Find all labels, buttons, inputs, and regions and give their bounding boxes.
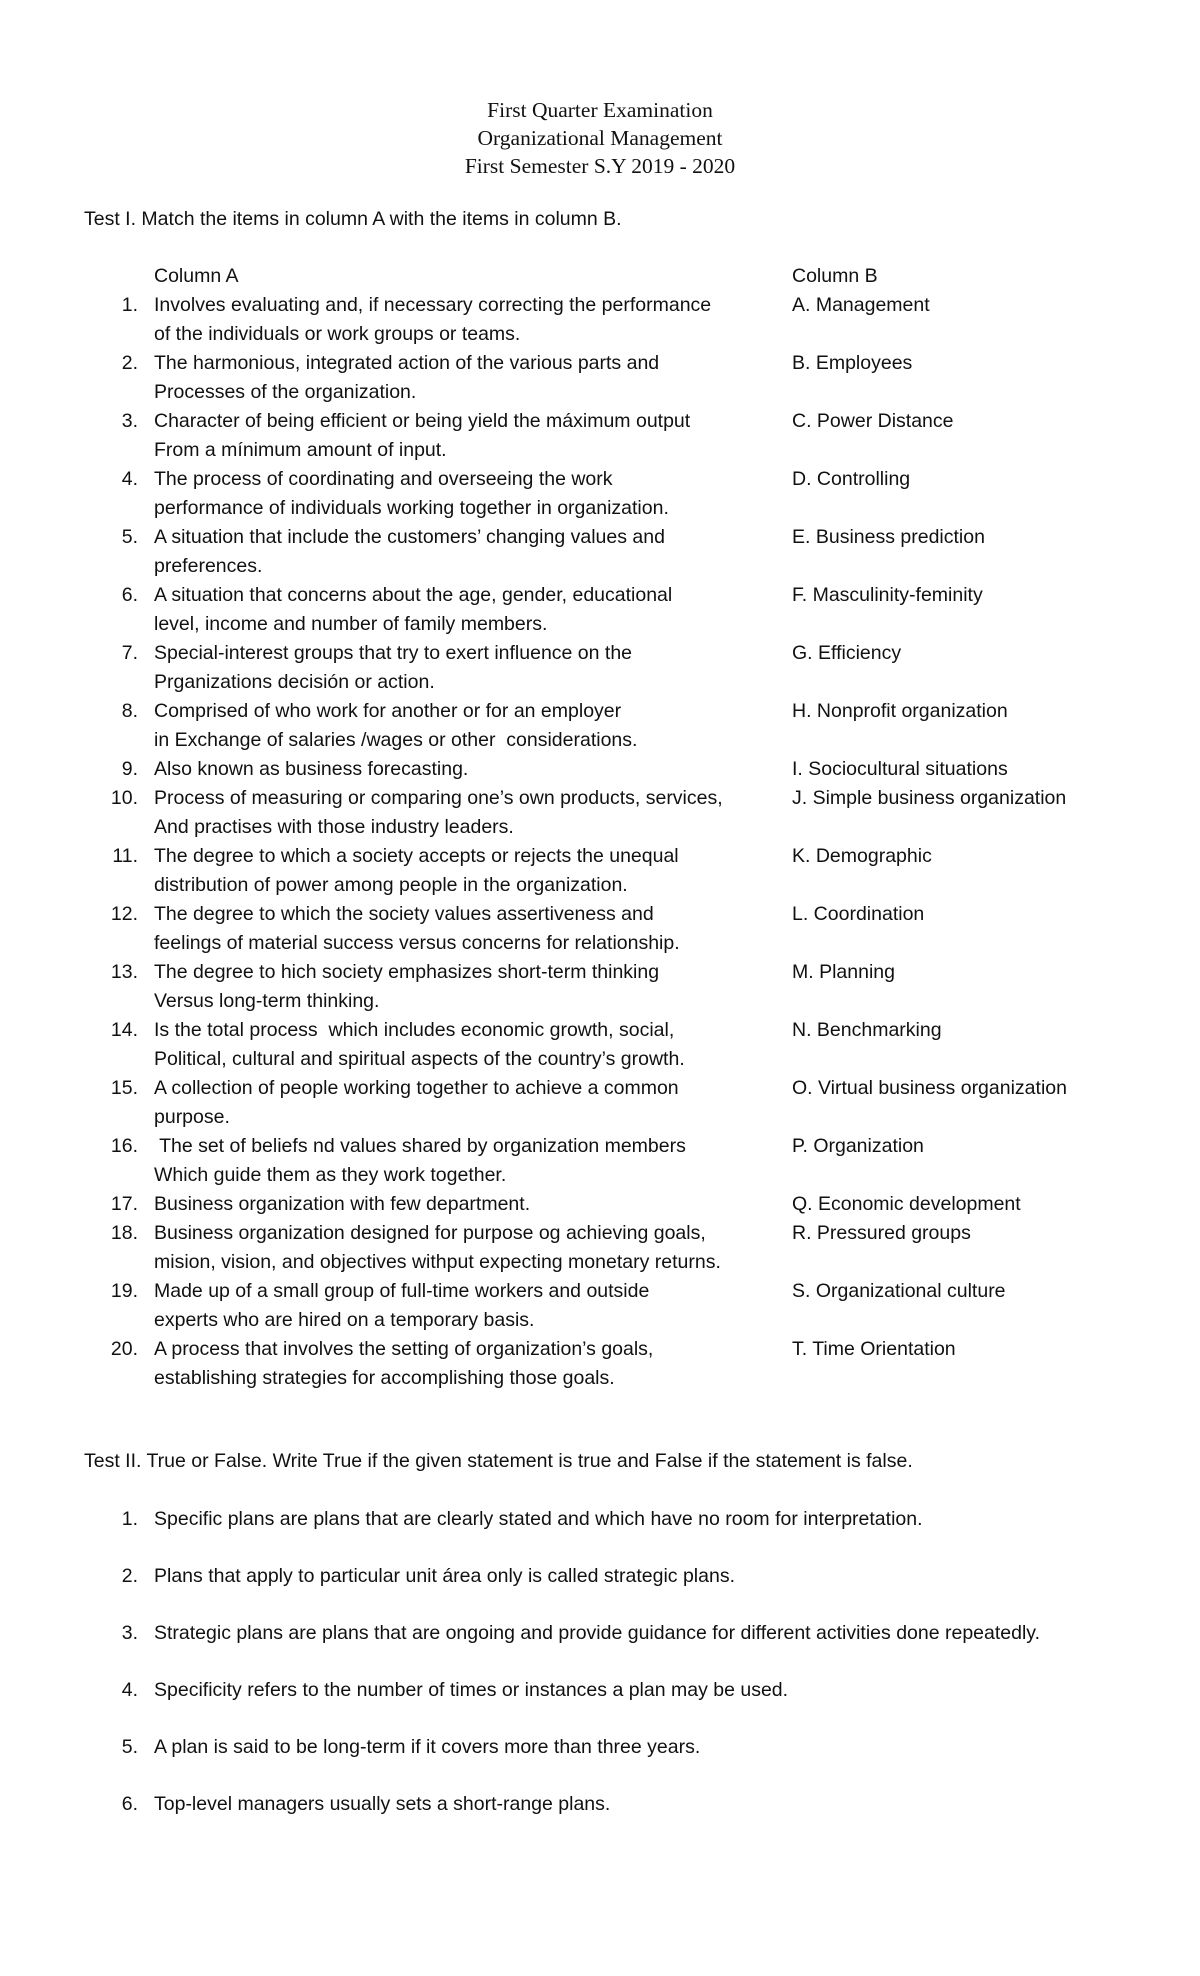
- item-number: 6.: [121, 584, 138, 606]
- column-a-text: Character of being efficient or being yield the máximum output From a mínimum amount of input.: [154, 410, 691, 461]
- matching-item: [0, 842, 1200, 900]
- true-false-item: [0, 1733, 1200, 1762]
- matching-item: [0, 1219, 1200, 1277]
- column-a-text: The degree to which the society values assertiveness and feelings of material success versus concerns for relationship.: [154, 903, 680, 954]
- matching-item: [0, 1132, 1200, 1190]
- column-a-text: Comprised of who work for another or for an employer in Exchange of salaries /wages or other considerations.: [154, 700, 638, 751]
- column-a-text: The harmonious, integrated action of the various parts and Processes of the organization.: [154, 352, 660, 403]
- matching-item: [0, 1074, 1200, 1132]
- column-b-choice: C. Power Distance: [792, 410, 954, 432]
- matching-item: [0, 291, 1200, 349]
- matching-item: [0, 1277, 1200, 1335]
- matching-item: [0, 639, 1200, 697]
- matching-item: [0, 407, 1200, 465]
- matching-item: [0, 1016, 1200, 1074]
- item-number: 19.: [110, 1280, 138, 1302]
- matching-item: [0, 349, 1200, 407]
- item-number: 7.: [121, 642, 138, 664]
- item-number: 4.: [121, 468, 138, 490]
- matching-item: [0, 784, 1200, 842]
- column-a-text: A situation that include the customers’ changing values and preferences.: [154, 526, 665, 577]
- item-number: 3.: [121, 1622, 138, 1644]
- column-b-choice: P. Organization: [792, 1135, 924, 1157]
- item-number: 5.: [121, 1736, 138, 1758]
- column-b-choice: T. Time Orientation: [792, 1338, 956, 1360]
- column-a-text: The degree to hich society emphasizes short-term thinking Versus long-term thinking.: [154, 961, 660, 1012]
- column-a-text: Is the total process which includes economic growth, social, Political, cultural and spiritual aspects of the country’s growth.: [154, 1019, 685, 1070]
- matching-item: [0, 755, 1200, 784]
- test2-instructions: Test II. True or False. Write True if the given statement is true and False if the statement is false.: [84, 1450, 913, 1472]
- column-b-choice: E. Business prediction: [792, 526, 985, 548]
- exam-subject: Organizational Management: [477, 126, 723, 150]
- column-b-choice: D. Controlling: [792, 468, 911, 490]
- true-false-list: [0, 1505, 1200, 1847]
- matching-item: [0, 465, 1200, 523]
- matching-item: [0, 958, 1200, 1016]
- column-b-choice: G. Efficiency: [792, 642, 902, 664]
- item-number: 18.: [110, 1222, 138, 1244]
- column-b-choice: F. Masculinity-feminity: [792, 584, 983, 606]
- column-a-text: The set of beliefs nd values shared by organization members Which guide them as they work together.: [154, 1135, 686, 1186]
- column-b-choice: R. Pressured groups: [792, 1222, 971, 1244]
- column-b-choice: Q. Economic development: [792, 1193, 1021, 1215]
- column-a-text: The degree to which a society accepts or rejects the unequal distribution of power among people in the organization.: [154, 845, 679, 896]
- test1-instructions: Test I. Match the items in column A with the items in column B.: [84, 208, 622, 230]
- column-b-choice: O. Virtual business organization: [792, 1077, 1067, 1099]
- item-number: 8.: [121, 700, 138, 722]
- matching-list: [0, 291, 1200, 1393]
- true-false-item: [0, 1562, 1200, 1591]
- true-false-item: [0, 1790, 1200, 1819]
- item-number: 1.: [121, 294, 138, 316]
- column-b-choice: H. Nonprofit organization: [792, 700, 1008, 722]
- item-number: 9.: [121, 758, 138, 780]
- item-number: 12.: [110, 903, 138, 925]
- column-b-choice: I. Sociocultural situations: [792, 758, 1008, 780]
- column-b-choice: N. Benchmarking: [792, 1019, 942, 1041]
- column-a-heading: Column A: [154, 265, 239, 287]
- statement-text: Specific plans are plans that are clearly stated and which have no room for interpretation.: [154, 1508, 923, 1530]
- item-number: 14.: [110, 1019, 138, 1041]
- item-number: 6.: [121, 1793, 138, 1815]
- statement-text: A plan is said to be long-term if it covers more than three years.: [154, 1736, 701, 1758]
- column-b-choice: L. Coordination: [792, 903, 925, 925]
- column-a-text: Also known as business forecasting.: [154, 758, 469, 780]
- matching-item: [0, 581, 1200, 639]
- item-number: 4.: [121, 1679, 138, 1701]
- item-number: 16.: [110, 1135, 138, 1157]
- item-number: 2.: [121, 1565, 138, 1587]
- matching-item: [0, 697, 1200, 755]
- matching-item: [0, 523, 1200, 581]
- column-a-text: A process that involves the setting of organization’s goals, establishing strategies for accomplishing those goals.: [154, 1338, 654, 1389]
- column-b-choice: J. Simple business organization: [792, 787, 1067, 809]
- column-b-choice: A. Management: [792, 294, 930, 316]
- column-a-text: Involves evaluating and, if necessary correcting the performance of the individuals or work groups or teams.: [154, 294, 712, 345]
- matching-item: [0, 900, 1200, 958]
- column-b-choice: S. Organizational culture: [792, 1280, 1006, 1302]
- item-number: 10.: [110, 787, 138, 809]
- item-number: 17.: [110, 1193, 138, 1215]
- column-a-text: Process of measuring or comparing one’s own products, services, And practises with those industry leaders.: [154, 787, 723, 838]
- statement-text: Plans that apply to particular unit área only is called strategic plans.: [154, 1565, 735, 1587]
- statement-text: Top-level managers usually sets a short-range plans.: [154, 1793, 611, 1815]
- column-b-choice: B. Employees: [792, 352, 913, 374]
- statement-text: Strategic plans are plans that are ongoing and provide guidance for different activities done repeatedly.: [154, 1622, 1041, 1644]
- item-number: 11.: [112, 845, 138, 867]
- true-false-item: [0, 1619, 1200, 1648]
- true-false-item: [0, 1505, 1200, 1534]
- item-number: 2.: [121, 352, 138, 374]
- column-a-text: The process of coordinating and overseeing the work performance of individuals working together in organization.: [154, 468, 669, 519]
- item-number: 1.: [121, 1508, 138, 1530]
- item-number: 15.: [110, 1077, 138, 1099]
- column-a-text: Special-interest groups that try to exert influence on the Prganizations decisión or action.: [154, 642, 633, 693]
- item-number: 3.: [121, 410, 138, 432]
- column-a-text: A situation that concerns about the age, gender, educational level, income and number of family members.: [154, 584, 673, 635]
- column-a-text: Made up of a small group of full-time workers and outside experts who are hired on a temporary basis.: [154, 1280, 650, 1331]
- item-number: 20.: [110, 1338, 138, 1360]
- column-a-text: Business organization designed for purpose og achieving goals, mision, vision, and objectives withput expecting monetary returns.: [154, 1222, 721, 1273]
- column-a-text: Business organization with few department.: [154, 1193, 531, 1215]
- exam-title: First Quarter Examination: [487, 98, 713, 122]
- exam-header: [0, 96, 1200, 180]
- column-b-heading: Column B: [792, 265, 878, 287]
- item-number: 5.: [121, 526, 138, 548]
- exam-semester: First Semester S.Y 2019 - 2020: [464, 154, 736, 178]
- item-number: 13.: [110, 961, 138, 983]
- statement-text: Specificity refers to the number of times or instances a plan may be used.: [154, 1679, 789, 1701]
- column-a-text: A collection of people working together to achieve a common purpose.: [154, 1077, 679, 1128]
- column-b-choice: M. Planning: [792, 961, 895, 983]
- column-b-choice: K. Demographic: [792, 845, 932, 867]
- matching-item: [0, 1190, 1200, 1219]
- true-false-item: [0, 1676, 1200, 1705]
- matching-item: [0, 1335, 1200, 1393]
